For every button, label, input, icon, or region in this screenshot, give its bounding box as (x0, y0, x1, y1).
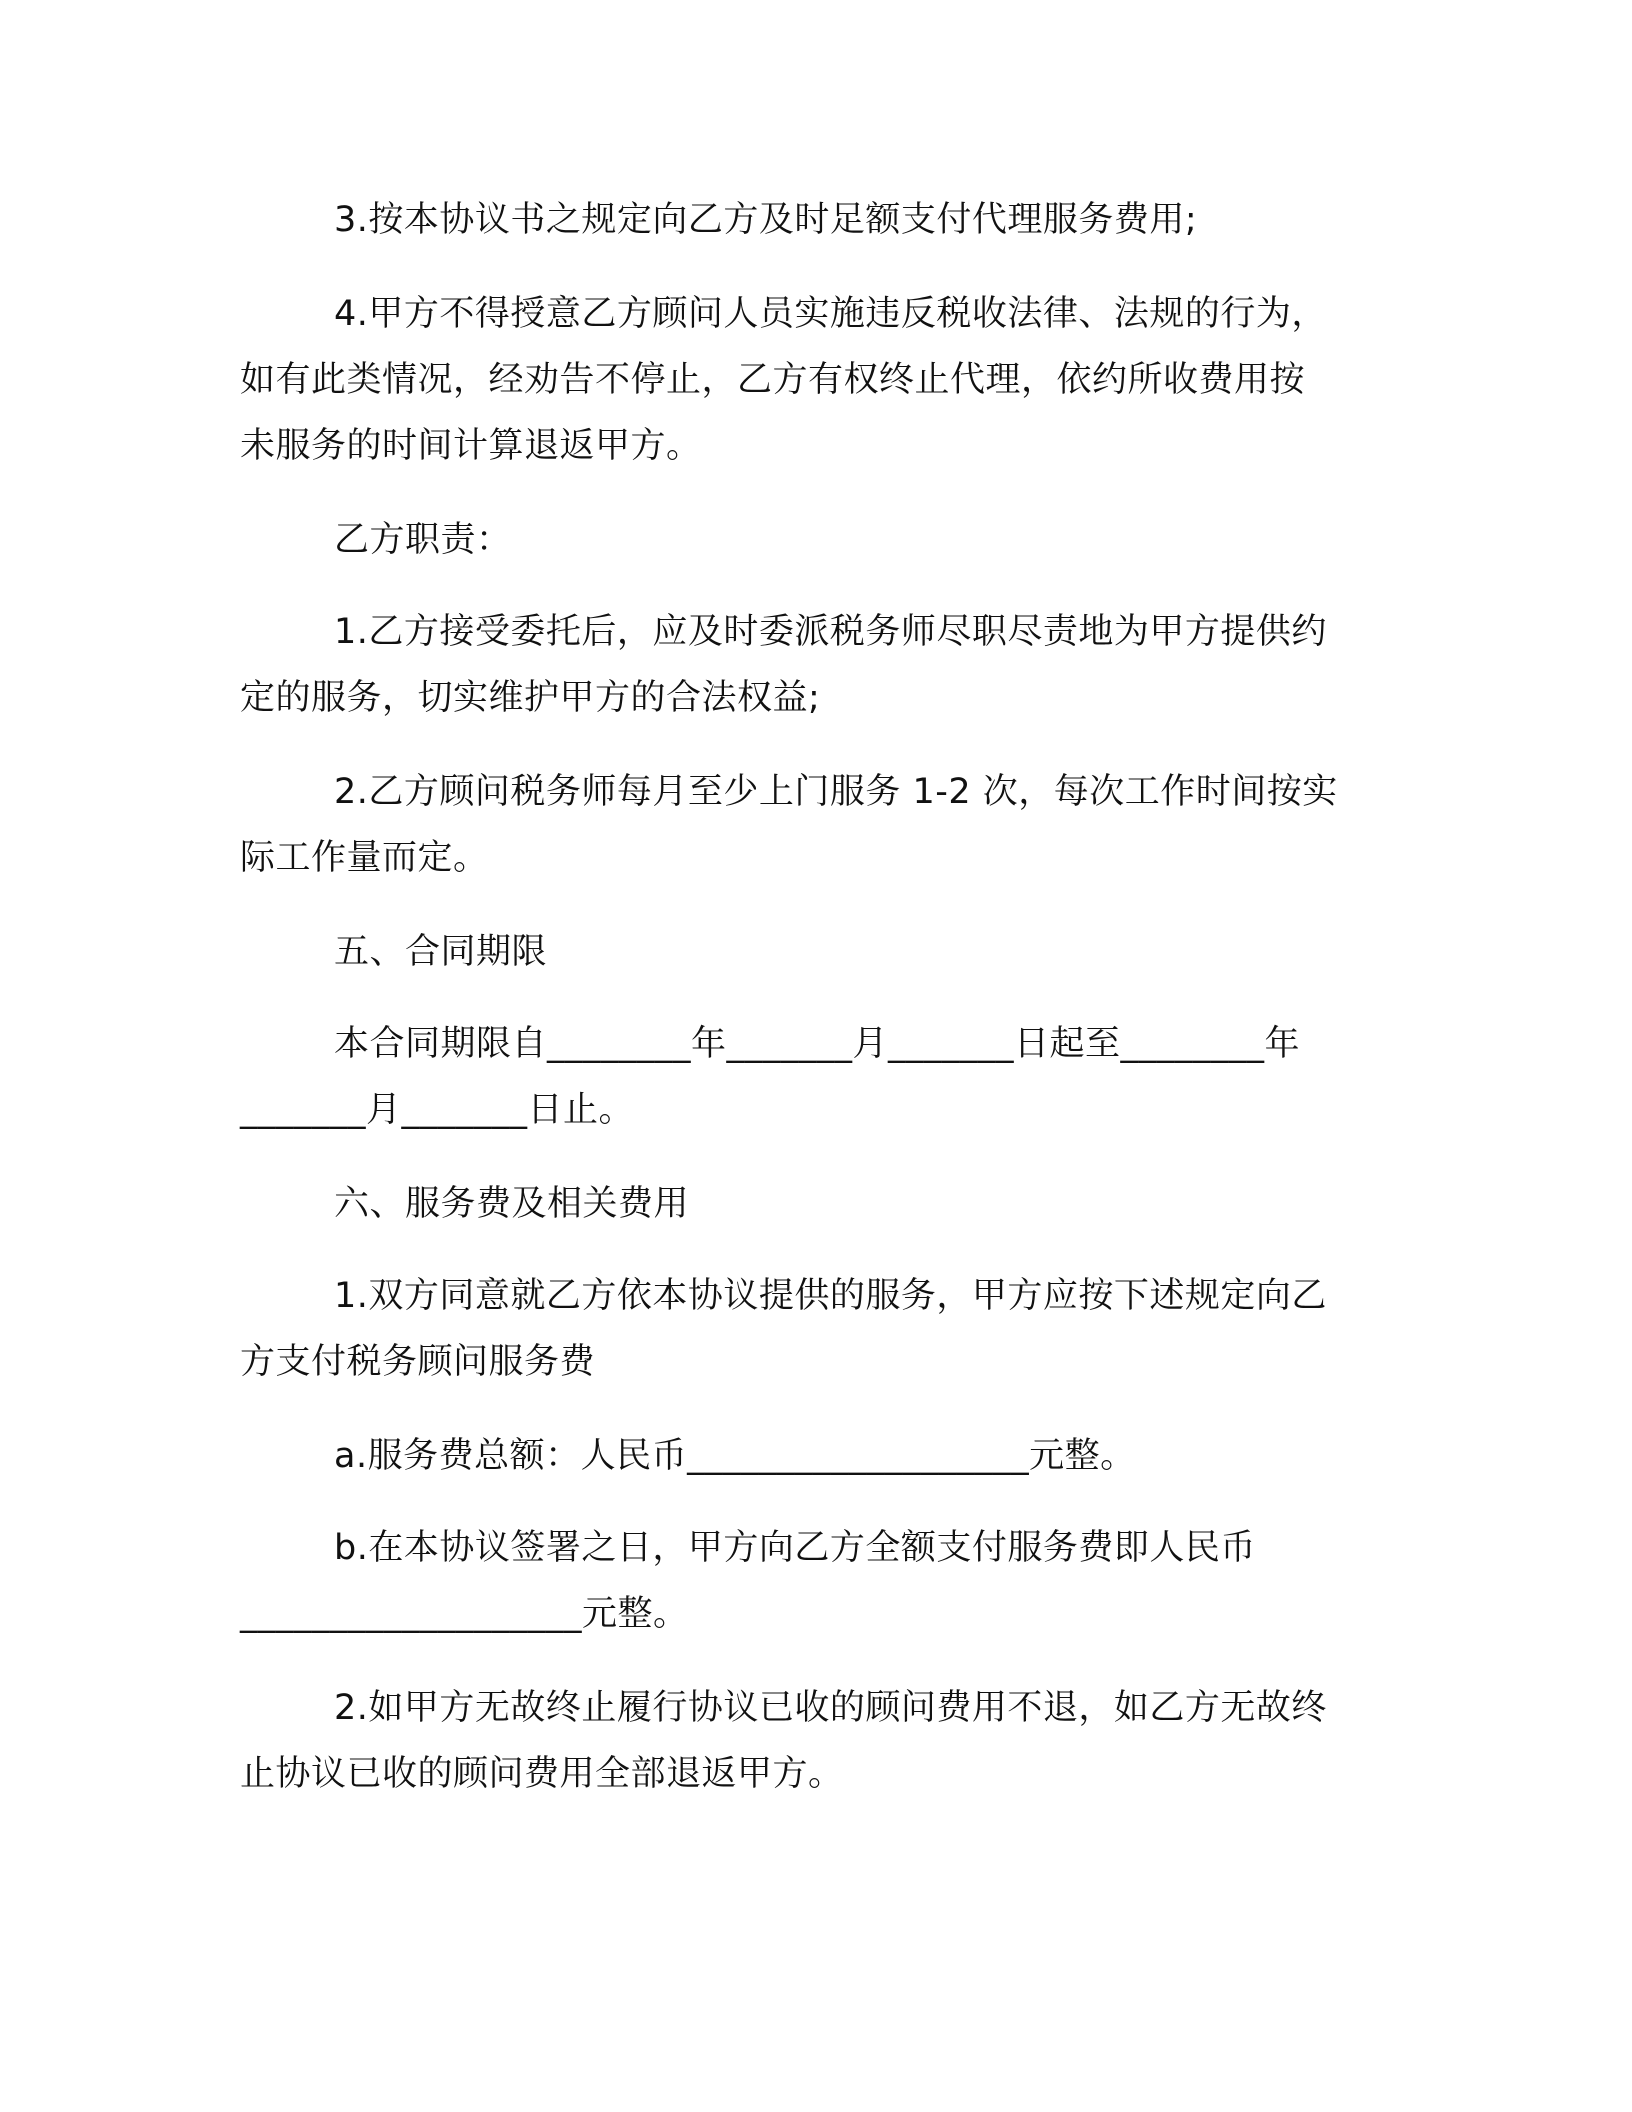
text-line: b.在本协议签署之日，甲方向乙方全额支付服务费即人民币 (334, 1528, 1256, 1568)
text-line: 际工作量而定。 (240, 838, 489, 878)
text-line: 2.乙方顾问税务师每月至少上门服务 1-2 次，每次工作时间按实 (334, 772, 1338, 812)
section-heading: 五、合同期限 (334, 932, 548, 972)
section-heading: 乙方职责： (334, 520, 512, 560)
text-line: 如有此类情况，经劝告不停止，乙方有权终止代理，依约所收费用按 (240, 360, 1306, 400)
text-line: a.服务费总额：人民币___________________元整。 (334, 1436, 1136, 1476)
text-line: 定的服务，切实维护甲方的合法权益; (240, 678, 821, 718)
section-heading: 六、服务费及相关费用 (334, 1184, 690, 1224)
text-line: _______月_______日止。 (240, 1090, 635, 1130)
text-line: ___________________元整。 (240, 1594, 689, 1634)
text-line: 4.甲方不得授意乙方顾问人员实施违反税收法律、法规的行为， (334, 294, 1327, 334)
text-line: 1.乙方接受委托后，应及时委派税务师尽职尽责地为甲方提供约 (334, 612, 1327, 652)
text-line: 方支付税务顾问服务费 (240, 1342, 596, 1382)
text-line: 止协议已收的顾问费用全部退返甲方。 (240, 1754, 844, 1794)
text-line: 1.双方同意就乙方依本协议提供的服务，甲方应按下述规定向乙 (334, 1276, 1327, 1316)
text-line: 3.按本协议书之规定向乙方及时足额支付代理服务费用; (334, 200, 1198, 240)
text-line: 2.如甲方无故终止履行协议已收的顾问费用不退，如乙方无故终 (334, 1688, 1327, 1728)
text-line: 本合同期限自________年_______月_______日起至________年 (334, 1024, 1301, 1064)
text-line: 未服务的时间计算退返甲方。 (240, 426, 702, 466)
